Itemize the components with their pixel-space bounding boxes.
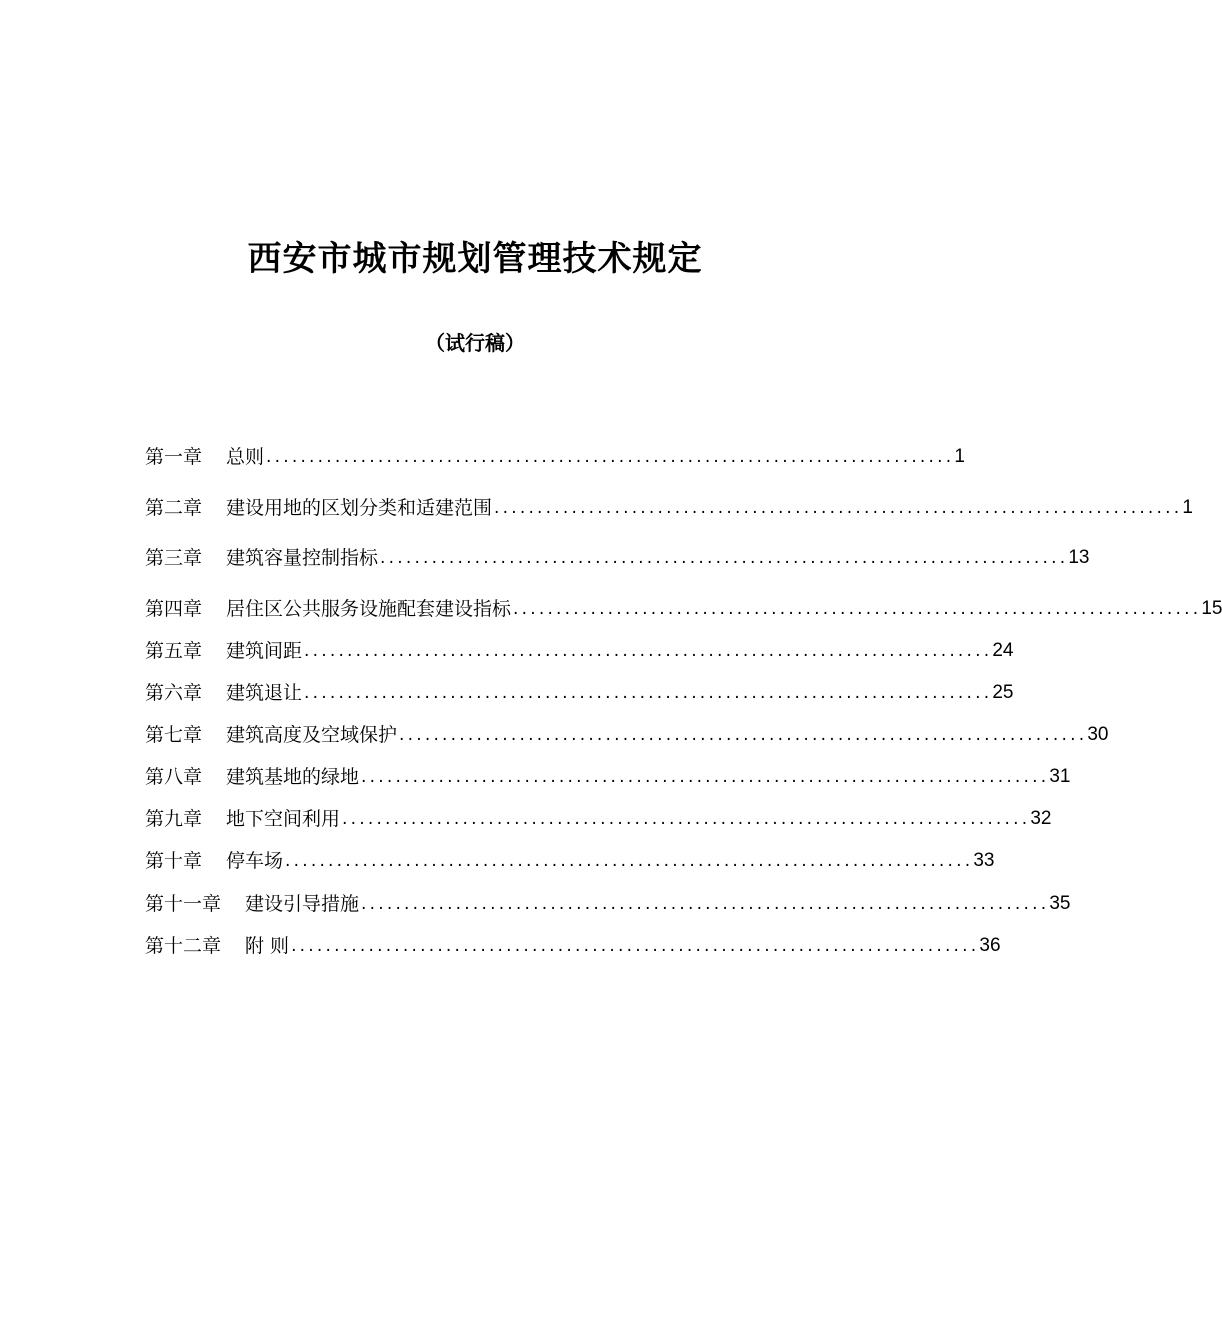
toc-chapter-title: 建筑退让 [226, 682, 303, 704]
toc-page-number: 33 [973, 850, 995, 871]
toc-entry [145, 844, 995, 874]
toc-chapter-title: 地下空间利用 [226, 808, 341, 830]
toc-entry [145, 541, 1090, 571]
toc-entry [145, 802, 1052, 832]
toc-chapter-title: 建筑间距 [226, 640, 303, 662]
toc-chapter-title: 建设引导措施 [245, 893, 360, 915]
toc-page-number: 25 [992, 682, 1014, 703]
toc-chapter-title: 建筑基地的绿地 [226, 766, 360, 788]
toc-entry [145, 491, 1193, 521]
toc-chapter-number: 第三章 [145, 547, 203, 569]
toc-page-number: 15 [1201, 598, 1222, 619]
toc-dot-leader: ................................................................................ [304, 641, 993, 661]
toc-chapter-number: 第十章 [145, 850, 203, 872]
toc-dot-leader: ................................................................................ [361, 894, 1050, 914]
toc-chapter-number: 第五章 [145, 640, 203, 662]
toc-chapter-title: 建设用地的区划分类和适建范围 [226, 497, 493, 519]
toc-chapter-title: 附 则 [245, 935, 290, 957]
document-subtitle: （试行稿） [425, 331, 525, 355]
toc-page-number: 31 [1049, 766, 1071, 787]
toc-chapter-title: 建筑容量控制指标 [226, 547, 379, 569]
toc-chapter-number: 第七章 [145, 724, 203, 746]
toc-chapter-title: 建筑高度及空域保护 [226, 724, 398, 746]
toc-dot-leader: ................................................................................ [342, 809, 1031, 829]
toc-chapter-number: 第六章 [145, 682, 203, 704]
toc-page-number: 30 [1087, 724, 1109, 745]
toc-chapter-number: 第八章 [145, 766, 203, 788]
toc-entry [145, 887, 1071, 917]
toc-chapter-number: 第十二章 [145, 935, 222, 957]
toc-chapter-title: 总则 [226, 446, 265, 468]
toc-dot-leader: ................................................................................ [361, 767, 1050, 787]
toc-dot-leader: ................................................................................ [494, 498, 1183, 518]
toc-page-number: 36 [979, 935, 1001, 956]
toc-dot-leader: ................................................................................ [266, 447, 955, 467]
toc-chapter-title: 停车场 [226, 850, 284, 872]
document-title: 西安市城市规划管理技术规定 [247, 239, 703, 279]
toc-chapter-number: 第十一章 [145, 893, 222, 915]
toc-page-number: 13 [1068, 547, 1090, 568]
toc-dot-leader: ................................................................................ [304, 683, 993, 703]
toc-page-number: 35 [1049, 893, 1071, 914]
toc-dot-leader: ................................................................................ [285, 851, 974, 871]
toc-page-number: 32 [1030, 808, 1052, 829]
toc-entry [145, 929, 1001, 959]
toc-entry [145, 760, 1071, 790]
toc-dot-leader: ................................................................................ [399, 725, 1088, 745]
toc-entry [145, 718, 1109, 748]
toc-page-number: 1 [1182, 497, 1193, 518]
toc-chapter-number: 第九章 [145, 808, 203, 830]
toc-entry [145, 440, 965, 470]
toc-chapter-number: 第二章 [145, 497, 203, 519]
toc-entry [145, 592, 1222, 622]
toc-dot-leader: ................................................................................ [291, 936, 980, 956]
toc-chapter-number: 第一章 [145, 446, 203, 468]
toc-chapter-number: 第四章 [145, 598, 203, 620]
toc-page-number: 24 [992, 640, 1014, 661]
toc-dot-leader: ................................................................................ [380, 548, 1069, 568]
toc-entry [145, 634, 1014, 664]
toc-entry [145, 676, 1014, 706]
toc-page-number: 1 [954, 446, 965, 467]
toc-chapter-title: 居住区公共服务设施配套建设指标 [226, 598, 512, 620]
toc-dot-leader: ................................................................................ [513, 599, 1202, 619]
